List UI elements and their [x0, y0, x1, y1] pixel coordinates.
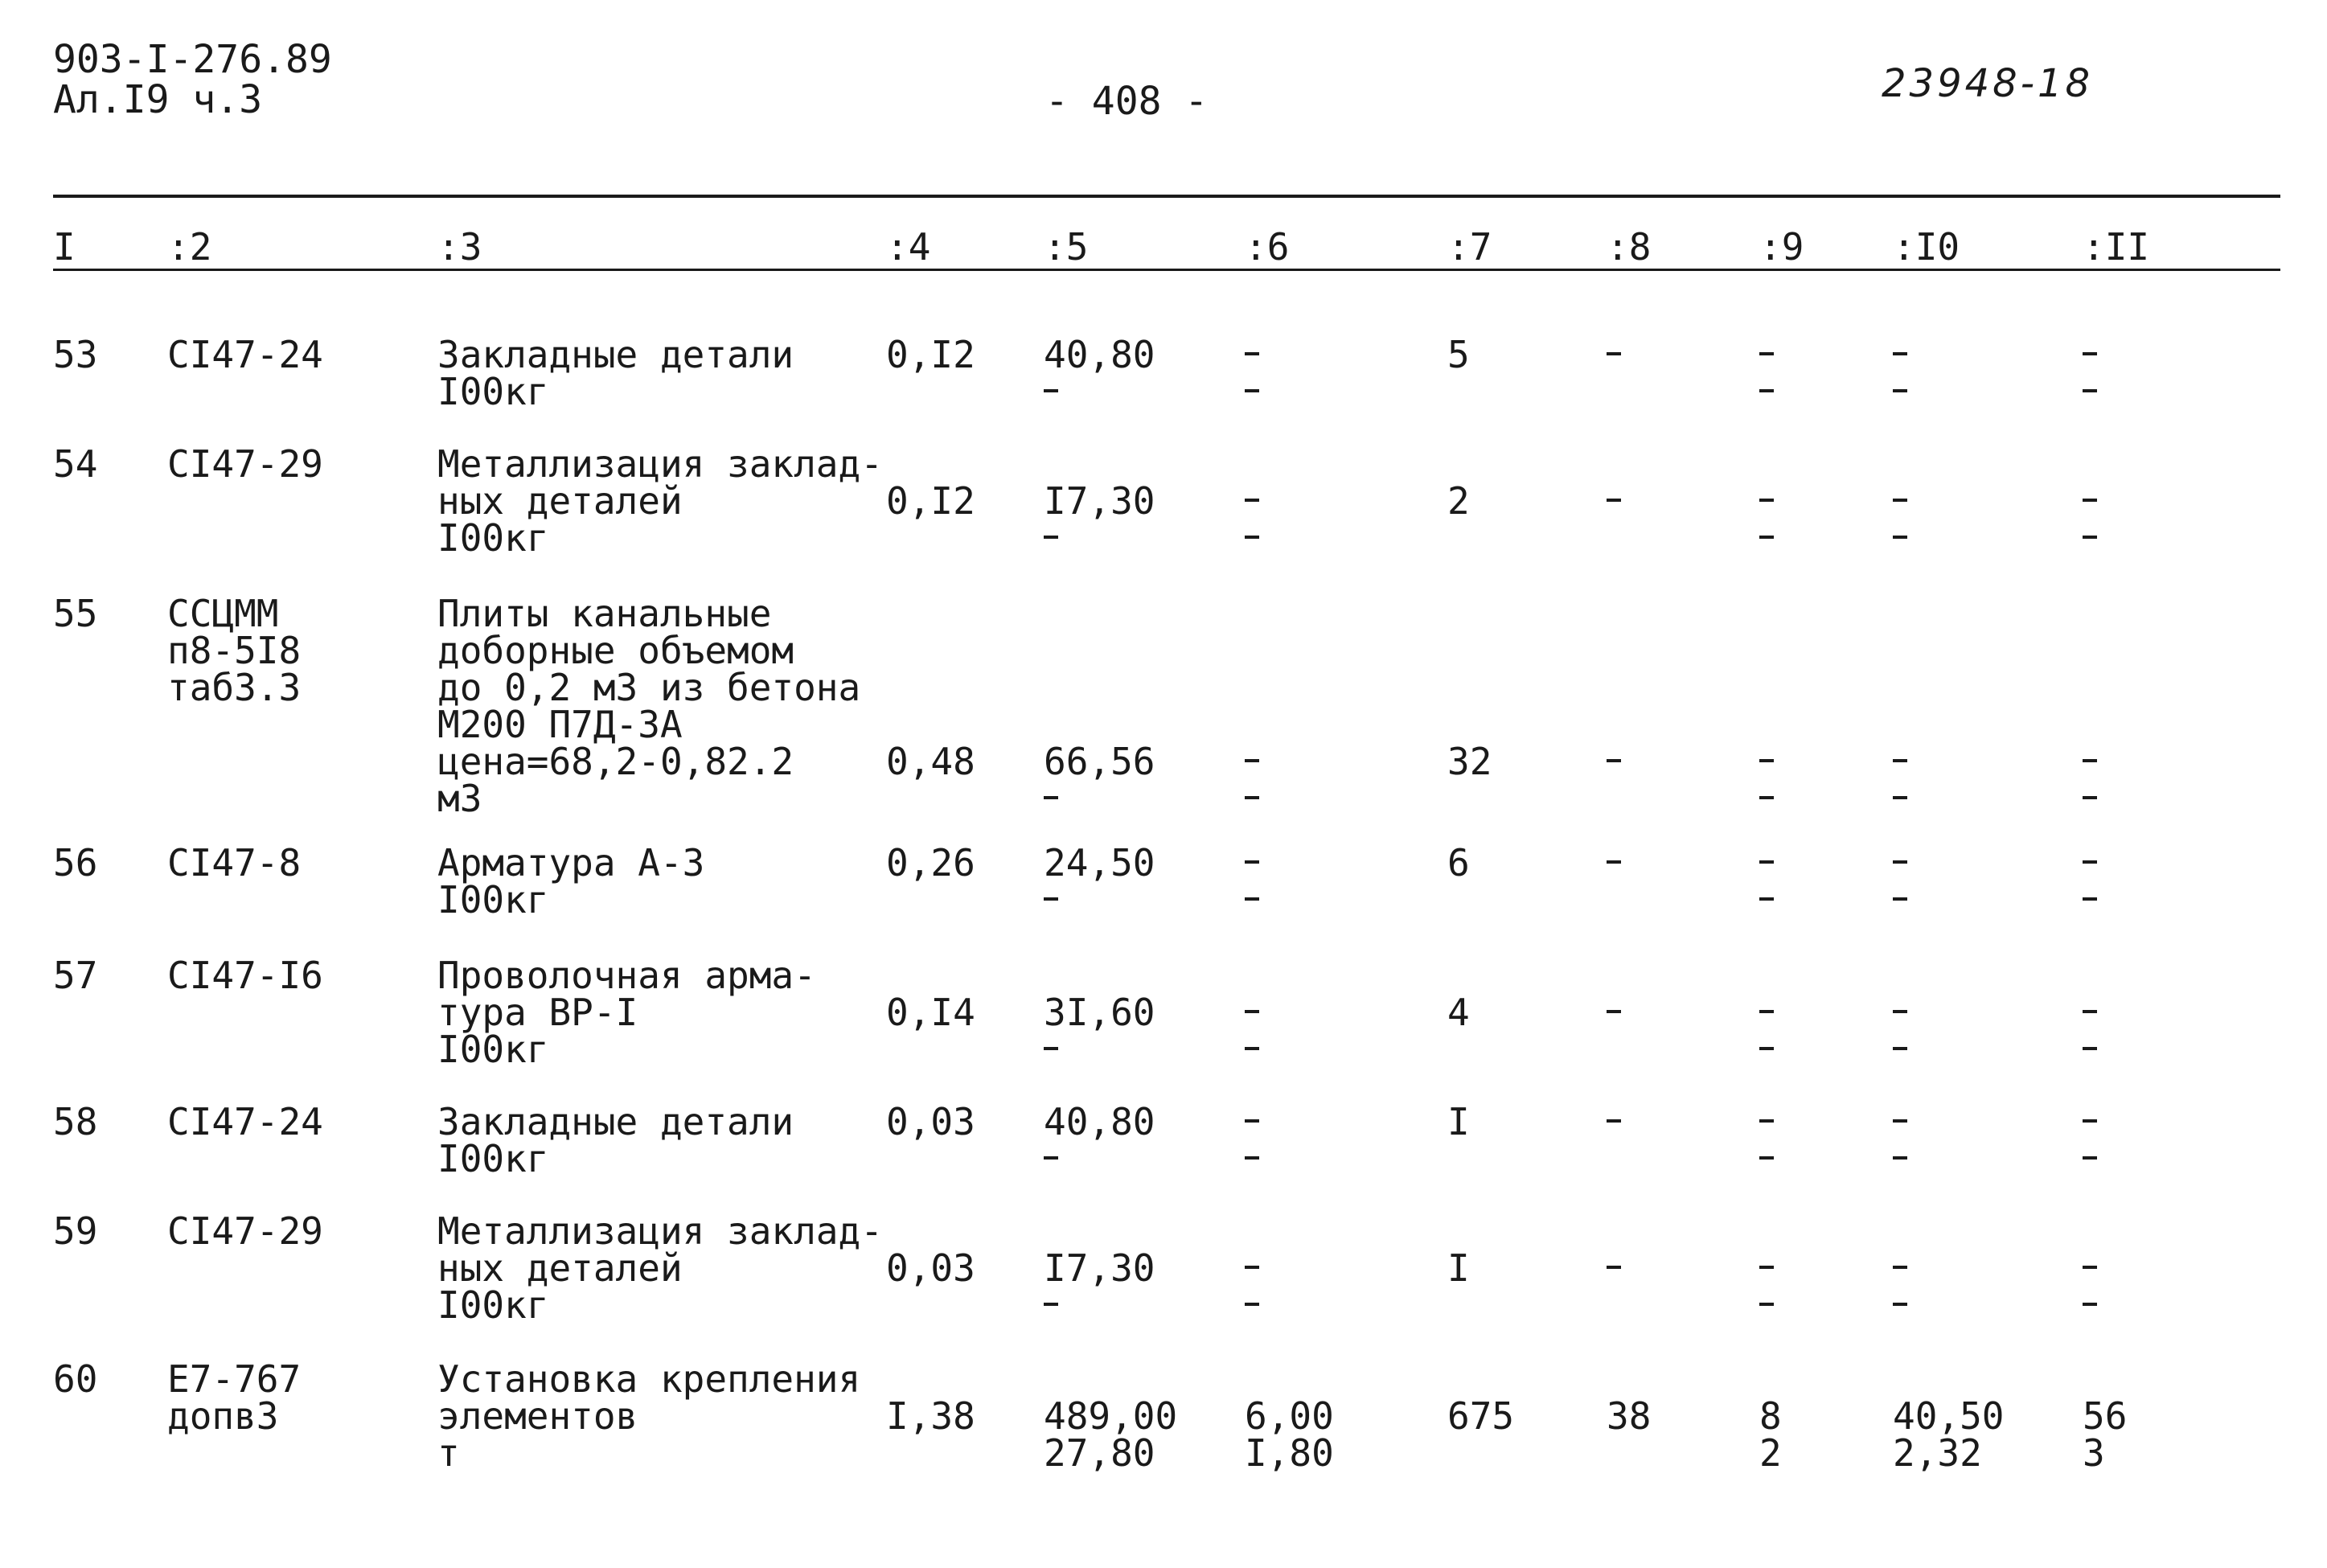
column-8-value: [1607, 1103, 1621, 1140]
work-description-line: Металлизация заклад-: [437, 1209, 883, 1253]
column-11-values-line: [2083, 994, 2097, 1031]
rate-code-line: допв3: [167, 1394, 279, 1438]
work-description-line: ных деталей: [437, 1246, 683, 1290]
dash-mark: [1245, 389, 1259, 392]
work-description-line: Установка крепления: [437, 1357, 861, 1401]
column-header-col-9: :9: [1759, 225, 1804, 269]
unit-cost-line: [1044, 881, 1155, 918]
column-11-values-line: [2083, 780, 2097, 817]
column-10-values-line: [1893, 1250, 1907, 1287]
unit-cost-line: I7,30: [1044, 1246, 1155, 1290]
dash-mark: [2083, 1010, 2097, 1013]
column-10-values-line: [1893, 881, 1907, 918]
unit-cost: [1044, 1100, 1155, 1177]
work-description-line: т: [437, 1431, 460, 1475]
column-6-values-line: [1245, 743, 1259, 780]
dash-mark: [1245, 759, 1259, 762]
work-description-line: I00кг: [437, 878, 549, 922]
column-8-value: [1607, 336, 1621, 373]
column-6-values-line: [1245, 780, 1259, 817]
column-6-values: [1245, 482, 1259, 556]
column-11-values: [2083, 743, 2097, 817]
column-6-values-line: [1245, 1031, 1259, 1068]
column-9-values-line: [1759, 1287, 1774, 1324]
column-6-values-line: [1245, 1140, 1259, 1177]
dash-mark: [1759, 536, 1774, 539]
column-6-values-line: [1245, 519, 1259, 556]
rate-code: [167, 442, 323, 486]
dash-mark: [1607, 352, 1621, 355]
work-description-line: до 0,2 м3 из бетона: [437, 666, 861, 709]
column-10-values-line: [1893, 482, 1907, 519]
column-10-values-line: [1893, 1140, 1907, 1177]
column-9-values: [1759, 743, 1774, 817]
dash-mark: [1245, 860, 1259, 864]
work-description-line: Проволочная арма-: [437, 954, 816, 997]
column-10-values-line: [1893, 1103, 1907, 1140]
unit-cost: [1044, 740, 1155, 817]
column-9-values-line: 8: [1759, 1394, 1782, 1438]
column-header-col-8: :8: [1607, 225, 1652, 269]
column-11-values-line: [2083, 844, 2097, 881]
column-11-values-line: [2083, 336, 2097, 373]
table-header-rule: [53, 269, 2280, 271]
column-10-values-line: [1893, 336, 1907, 373]
column-10-values: [1893, 1250, 1907, 1324]
column-8-value: [1607, 482, 1621, 519]
column-6-values-line: [1245, 373, 1259, 410]
rate-code: [167, 1357, 302, 1438]
dash-mark: [2083, 536, 2097, 539]
column-10-values: [1893, 336, 1907, 410]
dash-mark: [1893, 796, 1907, 799]
dash-mark: [1759, 1010, 1774, 1013]
column-9-values: [1759, 844, 1774, 918]
unit-cost-line: 3I,60: [1044, 991, 1155, 1034]
total-cost: I: [1447, 1100, 1470, 1143]
work-description-line: м3: [437, 777, 482, 820]
column-10-values: [1893, 482, 1907, 556]
table-top-rule: [53, 195, 2280, 198]
row-number: 59: [53, 1209, 98, 1253]
column-header-col-11: :II: [2083, 225, 2150, 269]
work-description-line: Металлизация заклад-: [437, 442, 883, 486]
unit-cost: [1044, 479, 1155, 556]
dash-mark: [1893, 759, 1907, 762]
column-6-values: [1245, 743, 1259, 817]
column-6-values-line: [1245, 844, 1259, 881]
column-header-col-7: :7: [1447, 225, 1492, 269]
unit-cost-line: [1044, 1287, 1155, 1324]
dash-mark: [1607, 1010, 1621, 1013]
unit-cost-line: 489,00: [1044, 1394, 1178, 1438]
work-description: [437, 442, 883, 560]
column-6-values: [1245, 1103, 1259, 1177]
dash-mark: [1245, 1156, 1259, 1160]
work-description-line: I00кг: [437, 516, 549, 560]
dash-mark: [1245, 897, 1259, 901]
column-10-values-line: [1893, 1287, 1907, 1324]
dash-mark: [2083, 860, 2097, 864]
unit-cost-line: 66,56: [1044, 740, 1155, 783]
rate-code-line: CI47-24: [167, 1100, 323, 1143]
unit-cost: [1044, 333, 1155, 410]
column-6-values-line: [1245, 336, 1259, 373]
column-9-values-line: [1759, 1103, 1774, 1140]
column-10-values-line: [1893, 994, 1907, 1031]
column-9-values-line: [1759, 482, 1774, 519]
dash-mark: [1245, 499, 1259, 502]
dash-mark: [1893, 352, 1907, 355]
unit-cost: [1044, 991, 1155, 1068]
quantity: 0,03: [886, 1246, 975, 1290]
dash-mark: [1044, 536, 1058, 539]
dash-mark: [1893, 1047, 1907, 1050]
column-10-values: [1893, 1394, 2005, 1475]
column-8-value: [1607, 743, 1621, 780]
column-header-col-4: :4: [886, 225, 931, 269]
total-cost: I: [1447, 1246, 1470, 1290]
column-header-col-6: :6: [1245, 225, 1290, 269]
dash-mark: [1893, 1266, 1907, 1269]
work-description-line: ных деталей: [437, 479, 683, 523]
total-cost: 6: [1447, 841, 1470, 885]
column-header-col-10: :I0: [1893, 225, 1960, 269]
column-6-values: [1245, 844, 1259, 918]
column-9-values: [1759, 994, 1774, 1068]
unit-cost-line: 24,50: [1044, 841, 1155, 885]
column-10-values-line: [1893, 780, 1907, 817]
dash-mark: [1759, 796, 1774, 799]
dash-mark: [1607, 499, 1621, 502]
dash-mark: [2083, 1119, 2097, 1123]
column-header-col-5: :5: [1044, 225, 1089, 269]
column-6-values-line: I,80: [1245, 1431, 1334, 1475]
work-description: [437, 1100, 794, 1180]
work-description-line: Закладные детали: [437, 1100, 794, 1143]
rate-code-line: CI47-29: [167, 1209, 323, 1253]
dash-mark: [1893, 1010, 1907, 1013]
row-number: 60: [53, 1357, 98, 1401]
column-11-values: [2083, 1103, 2097, 1177]
rate-code-line: таб3.3: [167, 666, 302, 709]
dash-mark: [1245, 1010, 1259, 1013]
work-description: [437, 1357, 861, 1475]
work-description: [437, 1209, 883, 1327]
dash-mark: [1245, 352, 1259, 355]
rate-code-line: CI47-29: [167, 442, 323, 486]
column-10-values-line: 2,32: [1893, 1431, 1982, 1475]
rate-code: [167, 841, 302, 885]
column-6-values-line: [1245, 1250, 1259, 1287]
column-10-values-line: [1893, 373, 1907, 410]
dash-mark: [1759, 499, 1774, 502]
dash-mark: [1759, 759, 1774, 762]
column-9-values-line: 2: [1759, 1431, 1782, 1475]
work-description: [437, 954, 816, 1071]
unit-cost-line: I7,30: [1044, 479, 1155, 523]
column-9-values-line: [1759, 994, 1774, 1031]
dash-mark: [1893, 897, 1907, 901]
doc-code: 903-I-276.89: [53, 37, 332, 82]
row-number: 55: [53, 592, 98, 635]
total-cost: 5: [1447, 333, 1470, 376]
unit-cost-line: [1044, 373, 1155, 410]
column-11-values-line: 3: [2083, 1431, 2105, 1475]
column-11-values-line: [2083, 373, 2097, 410]
dash-mark: [1759, 352, 1774, 355]
dash-mark: [2083, 759, 2097, 762]
column-6-values-line: [1245, 482, 1259, 519]
column-8-value: [1607, 844, 1621, 881]
column-9-values: [1759, 1103, 1774, 1177]
column-9-values-line: [1759, 1250, 1774, 1287]
unit-cost: [1044, 1394, 1178, 1475]
dash-mark: [1044, 1047, 1058, 1050]
dash-mark: [1759, 1119, 1774, 1123]
column-11-values: [2083, 844, 2097, 918]
dash-mark: [1044, 897, 1058, 901]
total-cost: 2: [1447, 479, 1470, 523]
dash-mark: [1759, 1156, 1774, 1160]
dash-mark: [1607, 759, 1621, 762]
column-9-values-line: [1759, 780, 1774, 817]
column-9-values-line: [1759, 373, 1774, 410]
column-11-values-line: [2083, 1031, 2097, 1068]
column-10-values: [1893, 743, 1907, 817]
column-header-col-2: :2: [167, 225, 212, 269]
column-11-values: [2083, 482, 2097, 556]
rate-code: [167, 1209, 323, 1253]
work-description: [437, 841, 705, 922]
column-9-values-line: [1759, 336, 1774, 373]
rate-code: [167, 333, 323, 376]
dash-mark: [2083, 352, 2097, 355]
column-6-values: [1245, 994, 1259, 1068]
column-10-values-line: 40,50: [1893, 1394, 2005, 1438]
work-description: [437, 333, 794, 413]
dash-mark: [2083, 796, 2097, 799]
dash-mark: [2083, 1156, 2097, 1160]
quantity: 0,I2: [886, 479, 975, 523]
dash-mark: [2083, 897, 2097, 901]
column-9-values: [1759, 336, 1774, 410]
album-ref: Ал.I9 ч.3: [53, 77, 263, 122]
column-11-values: [2083, 994, 2097, 1068]
dash-mark: [1245, 536, 1259, 539]
unit-cost-line: [1044, 1031, 1155, 1068]
dash-mark: [1759, 897, 1774, 901]
row-number: 56: [53, 841, 98, 885]
column-header-col-1: I: [53, 225, 76, 269]
unit-cost-line: 27,80: [1044, 1431, 1155, 1475]
column-9-values-line: [1759, 881, 1774, 918]
dash-mark: [1893, 1156, 1907, 1160]
dash-mark: [2083, 1266, 2097, 1269]
unit-cost-line: [1044, 519, 1155, 556]
column-9-values-line: [1759, 844, 1774, 881]
column-10-values: [1893, 844, 1907, 918]
page-number: - 408 -: [1045, 79, 1209, 124]
rate-code-line: CI47-8: [167, 841, 302, 885]
dash-mark: [1893, 1119, 1907, 1123]
dash-mark: [1044, 389, 1058, 392]
column-10-values: [1893, 994, 1907, 1068]
quantity: 0,I2: [886, 333, 975, 376]
quantity: 0,I4: [886, 991, 975, 1034]
column-9-values-line: [1759, 1140, 1774, 1177]
dash-mark: [1245, 1266, 1259, 1269]
column-9-values-line: [1759, 1031, 1774, 1068]
work-description-line: I00кг: [437, 1028, 549, 1071]
column-6-values: [1245, 1250, 1259, 1324]
column-6-values-line: [1245, 1287, 1259, 1324]
total-cost: 32: [1447, 740, 1492, 783]
rate-code: [167, 954, 323, 997]
column-9-values: [1759, 1250, 1774, 1324]
quantity: 0,48: [886, 740, 975, 783]
column-11-values-line: [2083, 881, 2097, 918]
dash-mark: [2083, 1303, 2097, 1306]
dash-mark: [1759, 1303, 1774, 1306]
unit-cost-line: [1044, 780, 1155, 817]
work-description-line: I00кг: [437, 370, 549, 413]
column-11-values-line: [2083, 1140, 2097, 1177]
column-6-values-line: 6,00: [1245, 1394, 1334, 1438]
work-description-line: доборные объемом: [437, 629, 794, 672]
dash-mark: [1044, 796, 1058, 799]
work-description-line: тура ВР-I: [437, 991, 638, 1034]
column-10-values-line: [1893, 743, 1907, 780]
column-11-values-line: [2083, 519, 2097, 556]
stamp-number: 23948-18: [1882, 61, 2094, 106]
column-11-values-line: [2083, 743, 2097, 780]
column-8-value: 38: [1607, 1394, 1652, 1438]
column-10-values-line: [1893, 1031, 1907, 1068]
dash-mark: [1245, 796, 1259, 799]
column-11-values: [2083, 1250, 2097, 1324]
total-cost: 675: [1447, 1394, 1515, 1438]
dash-mark: [2083, 389, 2097, 392]
unit-cost-line: 40,80: [1044, 333, 1155, 376]
column-header-col-3: :3: [437, 225, 482, 269]
column-6-values-line: [1245, 881, 1259, 918]
column-10-values: [1893, 1103, 1907, 1177]
dash-mark: [1759, 860, 1774, 864]
total-cost: 4: [1447, 991, 1470, 1034]
rate-code-line: п8-5I8: [167, 629, 302, 672]
dash-mark: [1759, 1047, 1774, 1050]
dash-mark: [1893, 1303, 1907, 1306]
dash-mark: [1893, 389, 1907, 392]
unit-cost: [1044, 841, 1155, 918]
dash-mark: [1893, 860, 1907, 864]
row-number: 57: [53, 954, 98, 997]
rate-code-line: CI47-I6: [167, 954, 323, 997]
dash-mark: [1245, 1303, 1259, 1306]
column-10-values-line: [1893, 844, 1907, 881]
dash-mark: [1893, 536, 1907, 539]
work-description-line: цена=68,2-0,82.2: [437, 740, 794, 783]
column-9-values-line: [1759, 519, 1774, 556]
column-8-value: [1607, 994, 1621, 1031]
column-6-values-line: [1245, 1103, 1259, 1140]
column-6-values-line: [1245, 994, 1259, 1031]
work-description-line: I00кг: [437, 1137, 549, 1180]
unit-cost-line: 40,80: [1044, 1100, 1155, 1143]
dash-mark: [2083, 499, 2097, 502]
column-10-values-line: [1893, 519, 1907, 556]
column-9-values: [1759, 482, 1774, 556]
dash-mark: [1245, 1119, 1259, 1123]
dash-mark: [1044, 1303, 1058, 1306]
row-number: 54: [53, 442, 98, 486]
dash-mark: [1893, 499, 1907, 502]
work-description-line: I00кг: [437, 1283, 549, 1327]
dash-mark: [1759, 1266, 1774, 1269]
rate-code: [167, 1100, 323, 1143]
column-11-values-line: 56: [2083, 1394, 2128, 1438]
rate-code: [167, 592, 302, 709]
row-number: 53: [53, 333, 98, 376]
dash-mark: [1607, 1119, 1621, 1123]
quantity: I,38: [886, 1394, 975, 1438]
quantity: 0,03: [886, 1100, 975, 1143]
column-11-values-line: [2083, 1250, 2097, 1287]
work-description-line: Закладные детали: [437, 333, 794, 376]
column-8-value: [1607, 1250, 1621, 1287]
column-11-values-line: [2083, 1103, 2097, 1140]
column-9-values: [1759, 1394, 1782, 1475]
column-11-values: [2083, 336, 2097, 410]
work-description: [437, 592, 861, 820]
unit-cost: [1044, 1246, 1155, 1324]
work-description-line: Плиты канальные: [437, 592, 772, 635]
quantity: 0,26: [886, 841, 975, 885]
rate-code-line: Е7-767: [167, 1357, 302, 1401]
work-description-line: Арматура А-3: [437, 841, 705, 885]
unit-cost-line: [1044, 1140, 1155, 1177]
column-11-values: [2083, 1394, 2128, 1475]
dash-mark: [1759, 389, 1774, 392]
column-6-values: [1245, 1394, 1334, 1475]
column-9-values-line: [1759, 743, 1774, 780]
row-number: 58: [53, 1100, 98, 1143]
rate-code-line: CI47-24: [167, 333, 323, 376]
dash-mark: [1607, 860, 1621, 864]
work-description-line: элементов: [437, 1394, 638, 1438]
dash-mark: [1044, 1156, 1058, 1160]
column-11-values-line: [2083, 482, 2097, 519]
dash-mark: [1245, 1047, 1259, 1050]
column-11-values-line: [2083, 1287, 2097, 1324]
rate-code-line: ССЦММ: [167, 592, 279, 635]
dash-mark: [2083, 1047, 2097, 1050]
dash-mark: [1607, 1266, 1621, 1269]
column-6-values: [1245, 336, 1259, 410]
work-description-line: М200 П7Д-3А: [437, 703, 683, 746]
